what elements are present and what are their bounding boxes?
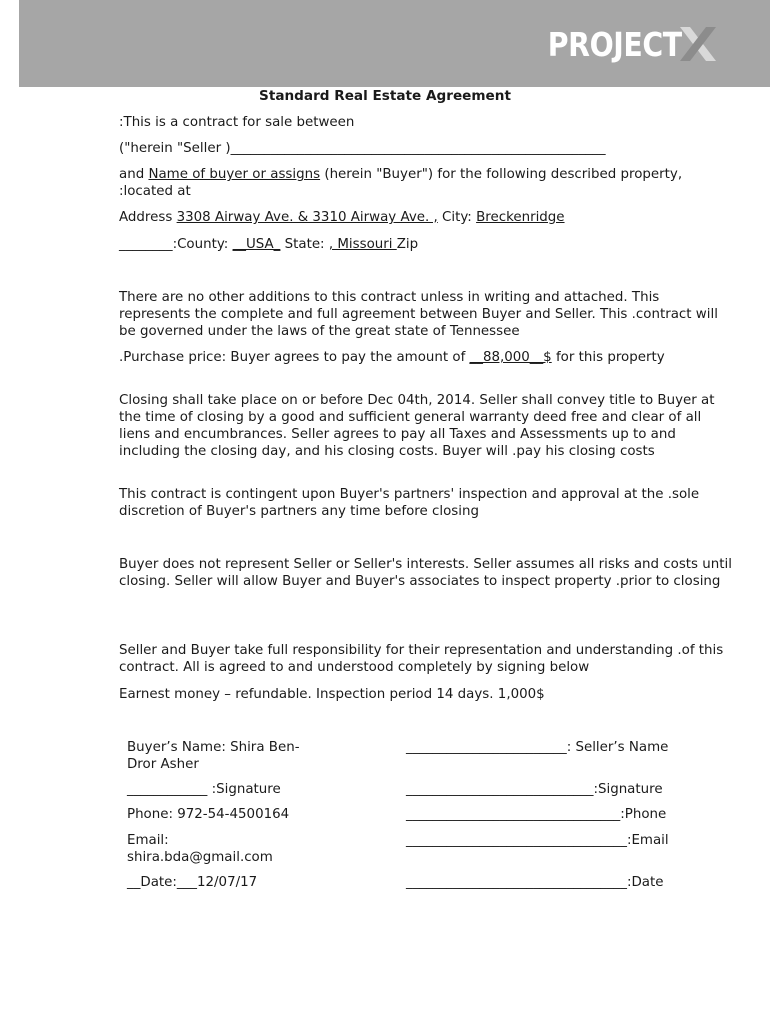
seller-line: ("herein "Seller )________________________________________________________ [119,141,606,156]
property-city: Breckenridge [476,210,565,225]
additions-paragraph: There are no other additions to this contract unless in writing and attached. This represents the complete and full agreement between Buyer and Seller. This .contract will be governed under the laws of the great state of Tennessee [119,290,718,339]
seller-date-field: _________________________________:Date [406,875,664,890]
document-title: Standard Real Estate Agreement [259,88,511,104]
county-line: ________:County: __USA_ State: , Missouri Zip [119,237,419,252]
logo-x-icon [678,24,718,64]
buyer-date-field: __Date:___12/07/17 [127,875,258,890]
header-banner [19,0,770,87]
buyer-email-field: Email: shira.bda@gmail.com [127,833,273,865]
intro-line: :This is a contract for sale between [119,115,355,130]
purchase-price-line: .Purchase price: Buyer agrees to pay the amount of __88,000__$ for this property [119,350,665,365]
county-value: __USA_ [232,237,281,252]
address-line: Address 3308 Airway Ave. & 3310 Airway Ave. , City: Breckenridge [119,210,565,225]
buyer-line: and Name of buyer or assigns (herein "Buyer") for the following described property, :located at [119,167,683,199]
property-address: 3308 Airway Ave. & 3310 Airway Ave. , [176,210,438,225]
responsibility-paragraph: Seller and Buyer take full responsibility for their representation and understanding .of this contract. All is agreed to and understood completely by signing below [119,643,724,675]
seller-email-field: _________________________________:Email [406,833,669,848]
logo-text: PROJECT [548,24,682,64]
buyer-signature-field: ____________ :Signature [127,782,281,797]
buyer-name-field: Buyer’s Name: Shira Ben-Dror Asher [127,740,300,772]
state-value: , Missouri [328,237,397,252]
project-x-logo [526,22,718,66]
seller-signature-field: ____________________________:Signature [406,782,663,797]
earnest-money-line: Earnest money – refundable. Inspection period 14 days. 1,000$ [119,687,545,702]
purchase-amount: __88,000__$ [469,350,552,365]
buyer-name: Name of buyer or assigns [148,167,321,182]
seller-phone-field: ________________________________:Phone [406,807,667,822]
buyer-phone-field: Phone: 972-54-4500164 [127,807,290,822]
closing-paragraph: Closing shall take place on or before Dec 04th, 2014. Seller shall convey title to Buyer at the time of closing by a good and sufficient general warranty deed free and clear of all liens and encumbrances. Seller agrees to pay all Taxes and Assessments up to and including the closing day, and his closing costs. Buyer will .pay his closing costs [119,393,715,459]
representation-paragraph: Buyer does not represent Seller or Seller's interests. Seller assumes all risks and costs until closing. Seller will allow Buyer and Buyer's associates to inspect property .prior to closing [119,557,732,589]
seller-name-field: ________________________: Seller’s Name [406,740,669,755]
logo-x-letter: X [698,58,699,59]
contingency-paragraph: This contract is contingent upon Buyer's partners' inspection and approval at the .sole discretion of Buyer's partners any time before closing [119,487,700,519]
